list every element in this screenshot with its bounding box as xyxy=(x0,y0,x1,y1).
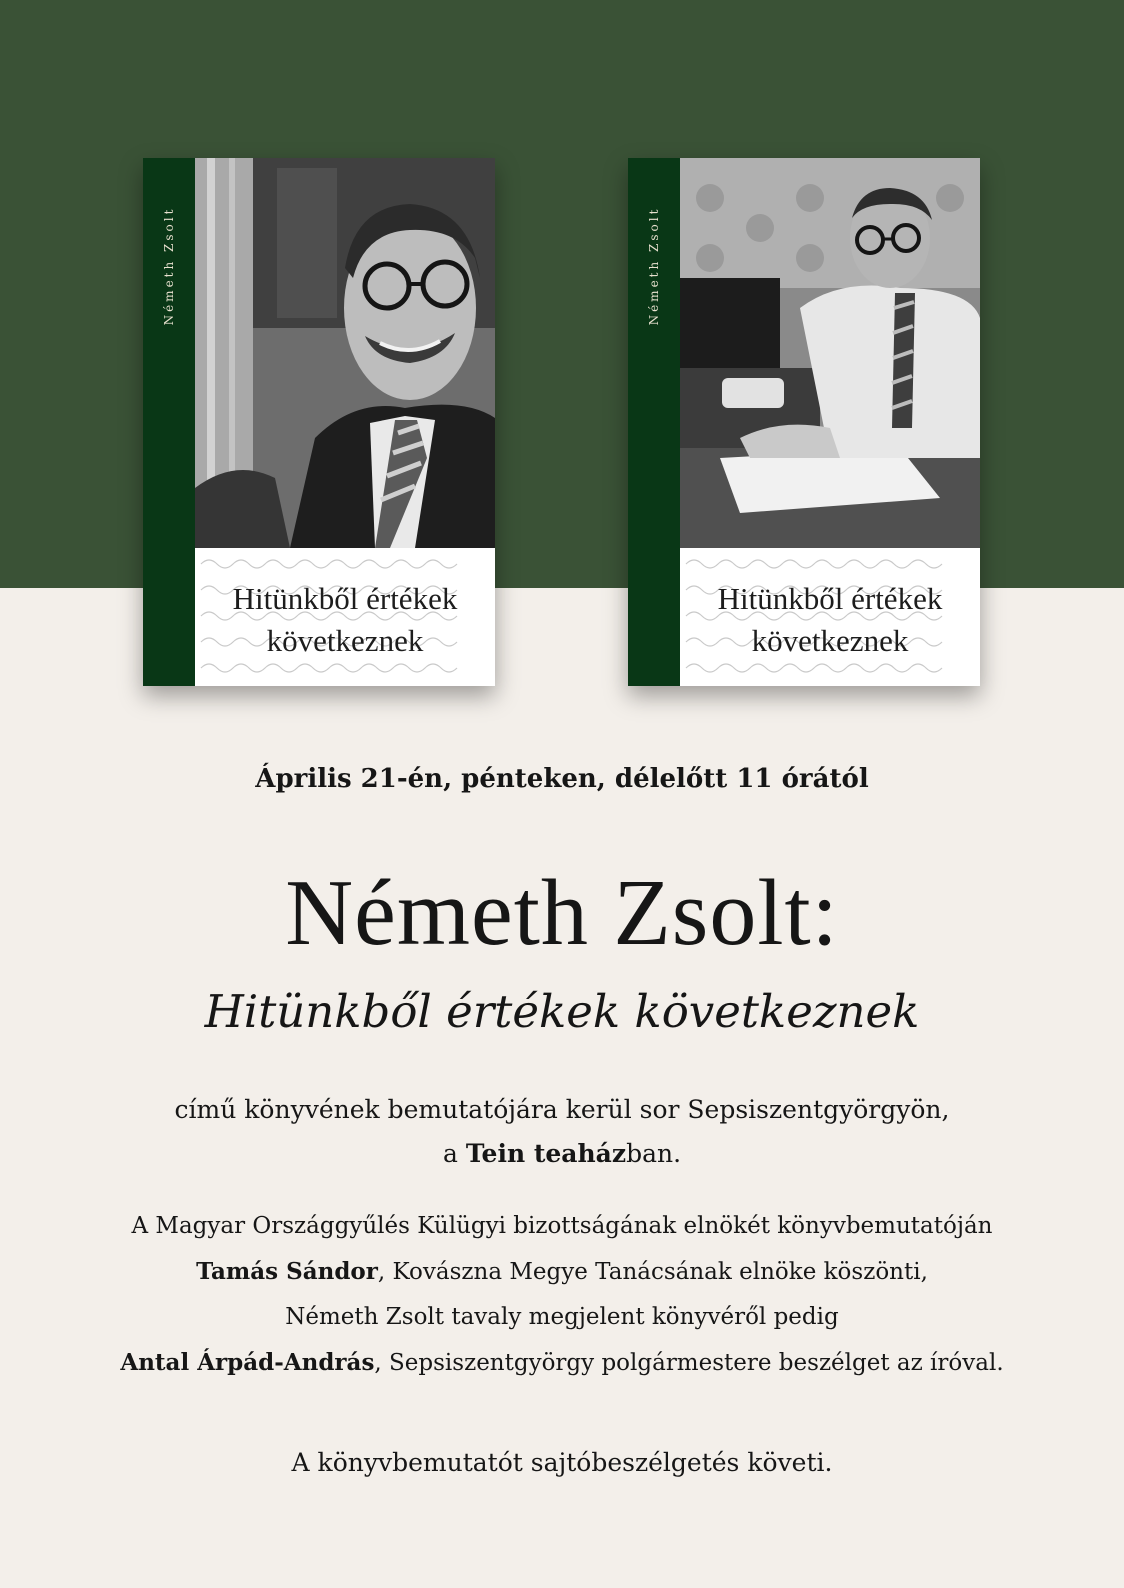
cover-title xyxy=(195,578,495,662)
cover-title-panel xyxy=(680,548,980,686)
lead-line-2-prefix: a xyxy=(442,1139,466,1168)
cover-title-panel xyxy=(195,548,495,686)
body-paragraph xyxy=(0,1204,1124,1386)
moderator-role: , Sepsiszentgyörgy polgármestere beszélget az íróval. xyxy=(374,1350,1004,1376)
book-spine xyxy=(143,158,195,686)
cover-title-line1: Hitünkből értékek xyxy=(232,581,458,616)
cover-title-line2: következnek xyxy=(751,623,909,658)
author-heading: Németh Zsolt: xyxy=(285,861,839,965)
body-line-4 xyxy=(0,1340,1124,1386)
cover-title xyxy=(680,578,980,662)
book-cover-left xyxy=(143,158,495,686)
spine-author-name: Németh Zsolt xyxy=(647,206,661,326)
book-spine xyxy=(628,158,680,686)
lead-line-2 xyxy=(0,1132,1124,1176)
moderator-name: Antal Árpád-András xyxy=(120,1349,375,1376)
body-line-2 xyxy=(0,1249,1124,1295)
closing-line: A könyvbemutatót sajtóbeszélgetés követi. xyxy=(291,1448,833,1477)
body-line-3: Németh Zsolt tavaly megjelent könyvéről pedig xyxy=(285,1304,839,1330)
greeter-role: , Kovászna Megye Tanácsának elnöke köszönti, xyxy=(377,1259,928,1285)
cover-title-line2: következnek xyxy=(266,623,424,658)
book-title: Hitünkből értékek következnek xyxy=(204,985,920,1038)
book-cover-right xyxy=(628,158,980,686)
cover-title-line1: Hitünkből értékek xyxy=(717,581,943,616)
lead-paragraph xyxy=(0,1088,1124,1176)
spine-author-name: Németh Zsolt xyxy=(162,206,176,326)
body-line-1: A Magyar Országgyűlés Külügyi bizottságának elnökét könyvbemutatóján xyxy=(131,1213,993,1239)
lead-line-1: című könyvének bemutatójára kerül sor Sepsiszentgyörgyön, xyxy=(174,1095,950,1124)
greeter-name: Tamás Sándor xyxy=(196,1258,378,1285)
event-date: Április 21-én, pénteken, délelőtt 11 órától xyxy=(255,764,869,794)
lead-line-2-suffix: ban. xyxy=(626,1139,682,1168)
venue-name: Tein teaház xyxy=(465,1139,627,1168)
author-portrait-photo xyxy=(195,158,495,548)
author-desk-photo xyxy=(680,158,980,548)
